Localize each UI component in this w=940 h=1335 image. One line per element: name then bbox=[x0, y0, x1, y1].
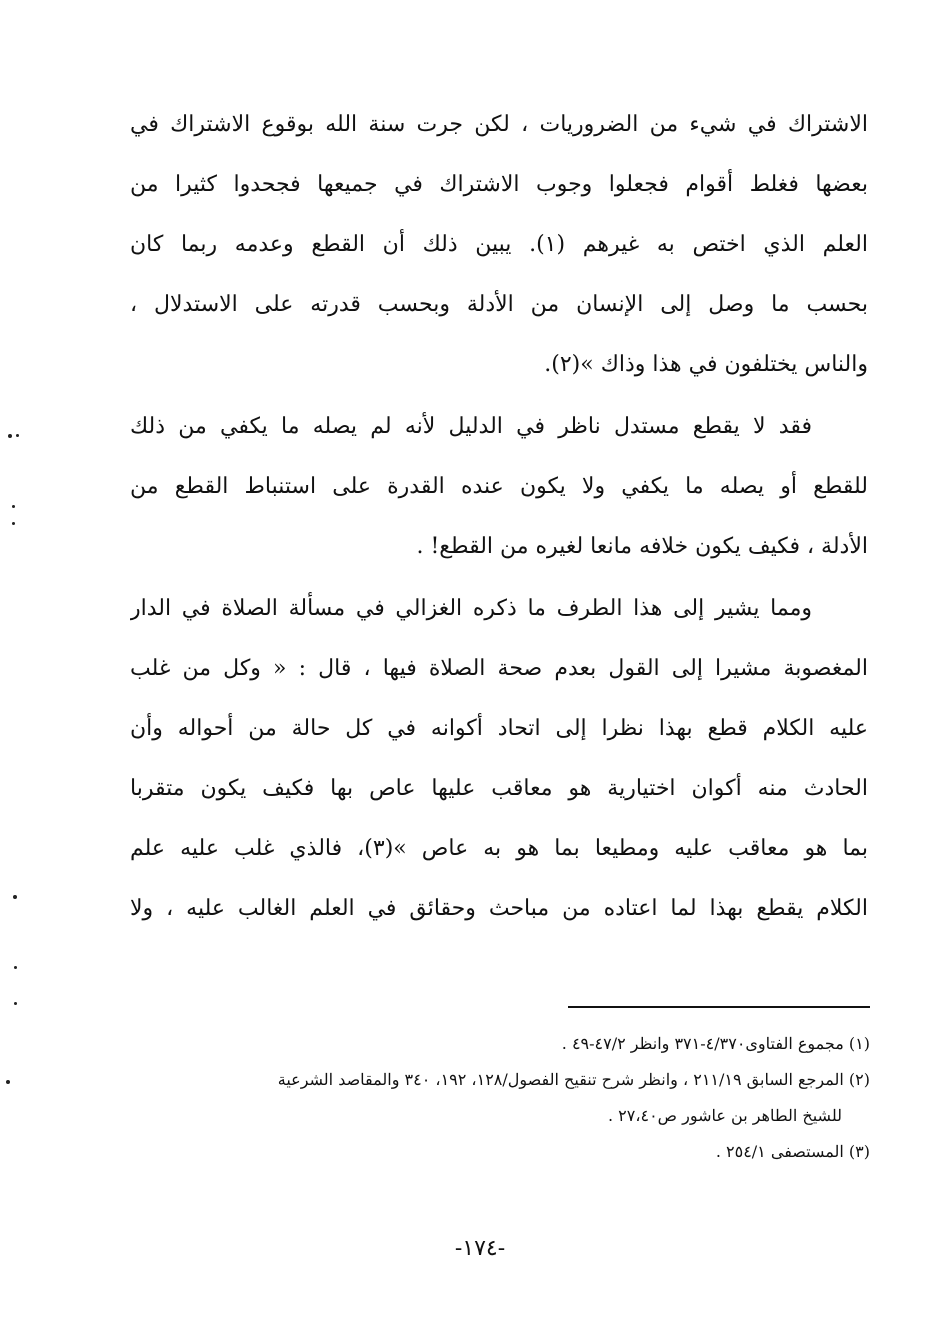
paragraph-1 bbox=[130, 95, 868, 395]
scan-speck bbox=[6, 1080, 10, 1084]
footnote-2: (٢) المرجع السابق ٢١١/١٩ ، وانظر شرح تنقيح الفصول/١٢٨، ١٩٢، ٣٤٠ والمقاصد الشرعية bbox=[277, 1070, 870, 1089]
paragraph-3 bbox=[130, 579, 868, 939]
scan-speck bbox=[12, 522, 15, 525]
footnote-separator bbox=[568, 1006, 870, 1008]
text-line: بما هو معاقب عليه ومطيعا بما هو به عاص »(٣)، فالذي غلب عليه علم bbox=[130, 836, 868, 861]
body-text bbox=[130, 95, 868, 939]
text-line: عليه الكلام قطع بهذا نظرا إلى اتحاد أكوانه في كل حالة من أحواله وأن bbox=[130, 716, 868, 741]
text-line: المغصوبة مشيرا إلى القول بعدم صحة الصلاة فيها ، قال : « وكل من غلب bbox=[130, 656, 868, 681]
scan-speck bbox=[14, 966, 17, 969]
text-line: فقد لا يقطع مستدل ناظر في الدليل لأنه لم يصله ما يكفي من ذلك bbox=[130, 414, 812, 439]
text-line: العلم الذي اختص به غيرهم (١). يبين ذلك أن القطع وعدمه ربما كان bbox=[130, 232, 868, 257]
text-line: والناس يختلفون في هذا وذاك »(٢). bbox=[544, 352, 868, 377]
scan-speck bbox=[16, 434, 19, 437]
paragraph-2 bbox=[130, 397, 868, 577]
footnote-1: (١) مجموع الفتاوى٤/٣٧٠-٣٧١ وانظر ٤٧/٢-٤٩ . bbox=[561, 1034, 870, 1053]
scan-speck bbox=[13, 895, 17, 899]
text-line: بحسب ما وصل إلى الإنسان من الأدلة وبحسب قدرته على الاستدلال ، bbox=[130, 292, 868, 317]
footnotes bbox=[130, 1026, 870, 1170]
text-line: ومما يشير إلى هذا الطرف ما ذكره الغزالي في مسألة الصلاة في الدار bbox=[130, 596, 812, 621]
scan-speck bbox=[8, 434, 12, 438]
text-line: الاشتراك في شيء من الضروريات ، لكن جرت سنة الله بوقوع الاشتراك في bbox=[130, 112, 868, 137]
text-line: الحادث منه أكوان اختيارية هو معاقب عليها عاص بها فكيف يكون متقربا bbox=[130, 776, 868, 801]
page-number: -١٧٤- bbox=[454, 1236, 506, 1261]
scan-speck bbox=[14, 1002, 17, 1005]
text-line: الأدلة ، فكيف يكون خلافه مانعا لغيره من القطع! . bbox=[416, 534, 868, 559]
text-line: للقطع أو يصله ما يكفي ولا يكون عنده القدرة على استنباط القطع من bbox=[130, 474, 868, 499]
footnote-2-continued: للشيخ الطاهر بن عاشور ص٢٧،٤٠ . bbox=[607, 1106, 842, 1125]
text-line: بعضها فغلط أقوام فجعلوا وجوب الاشتراك في جميعها فجحدوا كثيرا من bbox=[130, 172, 868, 197]
text-line: الكلام يقطع بهذا لما اعتاده من مباحث وحقائق في العلم الغالب عليه ، ولا bbox=[130, 896, 868, 921]
footnote-3: (٣) المستصفى ٢٥٤/١ . bbox=[715, 1142, 870, 1161]
scan-speck bbox=[12, 505, 15, 508]
